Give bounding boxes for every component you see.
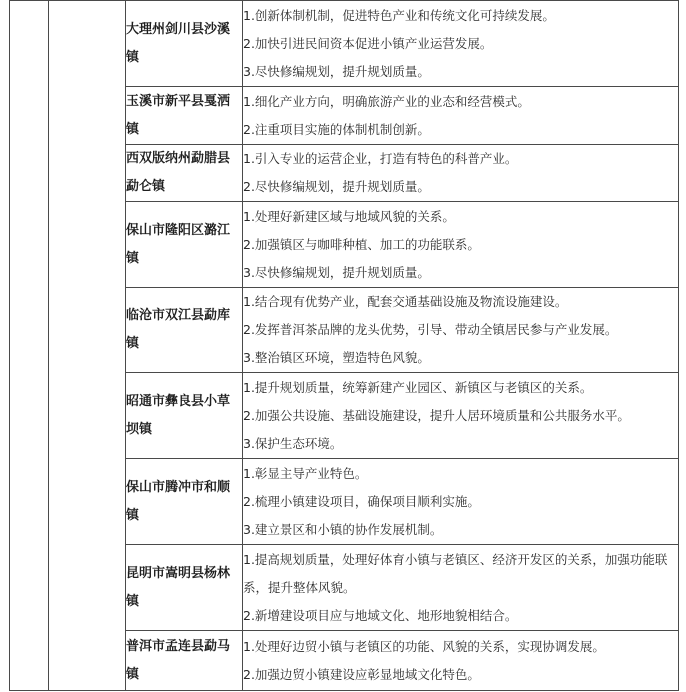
measure-item: 2.加快引进民间资本促进小镇产业运营发展。 — [243, 35, 493, 51]
measure-item: 1.结合现有优势产业，配套交通基础设施及物流设施建设。 — [243, 294, 568, 309]
measure-item: 2.加强镇区与咖啡种植、加工的功能联系。 — [243, 236, 480, 252]
measures-cell — [243, 202, 679, 288]
measures-cell — [243, 631, 679, 691]
measure-item: 1.处理好边贸小镇与老镇区的功能、风貌的关系，实现协调发展。 — [243, 638, 605, 654]
town-name: 保山市隆阳区潞江镇 — [126, 202, 243, 288]
table-body — [10, 1, 679, 691]
town-name: 昆明市嵩明县杨林镇 — [126, 545, 243, 631]
measure-item: 2.加强边贸小镇建设应彰显地域文化特色。 — [243, 666, 480, 682]
measures-cell — [243, 373, 679, 459]
measures-cell — [243, 545, 679, 631]
table-row — [10, 1, 679, 87]
town-name: 西双版纳州勐腊县勐仑镇 — [126, 145, 243, 202]
measures-cell — [243, 459, 679, 545]
town-name: 昭通市彝良县小草坝镇 — [126, 373, 243, 459]
measures-cell — [243, 87, 679, 145]
measure-item: 3.尽快修编规划，提升规划质量。 — [243, 63, 430, 79]
measures-cell — [243, 145, 679, 202]
town-measures-table — [9, 0, 679, 691]
measure-item: 2.注重项目实施的体制机制创新。 — [243, 121, 430, 137]
measures-cell — [243, 1, 679, 87]
measure-item: 1.处理好新建区域与地域风貌的关系。 — [243, 208, 455, 224]
measure-item: 2.梳理小镇建设项目，确保项目顺利实施。 — [243, 493, 480, 509]
town-name: 临沧市双江县勐库镇 — [126, 288, 243, 373]
measure-item: 2.尽快修编规划，提升规划质量。 — [243, 179, 430, 194]
measure-item: 2.新增建设项目应与地域文化、地形地貌相结合。 — [243, 607, 518, 623]
measure-item: 1.提高规划质量，处理好体育小镇与老镇区、经济开发区的关系，加强功能联系，提升整体风貌。 — [243, 551, 668, 595]
town-name: 普洱市孟连县勐马镇 — [126, 631, 243, 691]
measure-item: 1.创新体制机制，促进特色产业和传统文化可持续发展。 — [243, 7, 555, 23]
measure-item: 2.加强公共设施、基础设施建设，提升人居环境质量和公共服务水平。 — [243, 407, 630, 423]
measure-item: 1.引入专业的运营企业，打造有特色的科普产业。 — [243, 151, 518, 166]
measure-item: 2.发挥普洱茶品牌的龙头优势，引导、带动全镇居民参与产业发展。 — [243, 322, 618, 337]
town-name: 玉溪市新平县戛洒镇 — [126, 87, 243, 145]
measure-item: 1.彰显主导产业特色。 — [243, 465, 368, 481]
category-column-cell — [49, 1, 126, 691]
measure-item: 3.建立景区和小镇的协作发展机制。 — [243, 521, 443, 537]
measure-item: 1.细化产业方向，明确旅游产业的业态和经营模式。 — [243, 93, 530, 109]
measure-item: 1.提升规划质量，统筹新建产业园区、新镇区与老镇区的关系。 — [243, 379, 593, 395]
measure-item: 3.保护生态环境。 — [243, 435, 343, 451]
town-name: 大理州剑川县沙溪镇 — [126, 1, 243, 87]
town-name: 保山市腾冲市和顺镇 — [126, 459, 243, 545]
measures-cell — [243, 288, 679, 373]
measure-item: 3.尽快修编规划，提升规划质量。 — [243, 264, 430, 280]
index-column-cell — [10, 1, 49, 691]
measure-item: 3.整治镇区环境，塑造特色风貌。 — [243, 350, 430, 365]
